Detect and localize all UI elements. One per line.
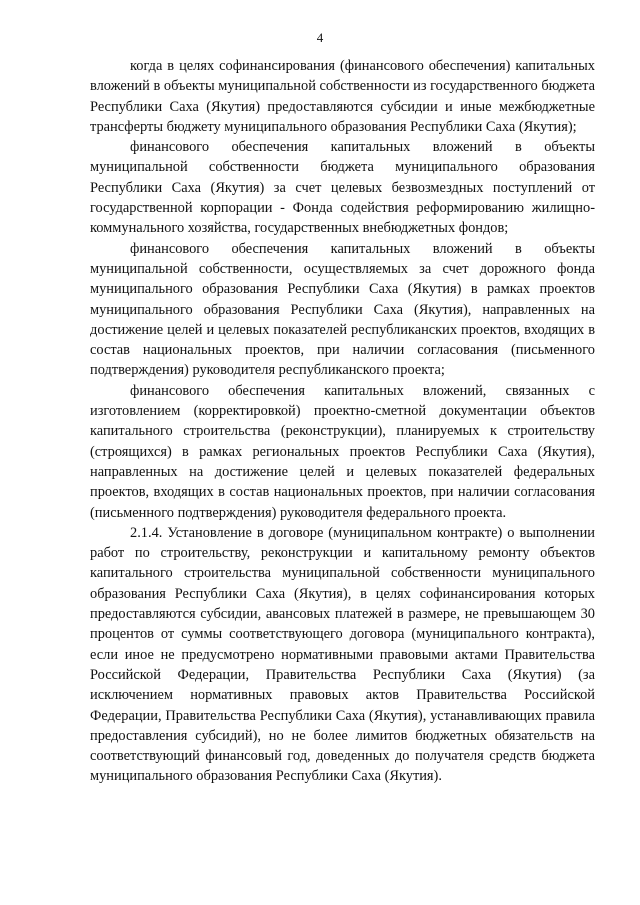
paragraph-design-documentation: финансового обеспечения капитальных вложений, связанных с изготовлением (корректировкой) проектно-сметной документации объектов капитального строительства (реконструкции), планируемых к строительству (строящихся) в рамках региональных проектов Республики Саха (Якутия), направленных на достижение целей и целевых показателей федеральных проектов, входящих в состав национальных проектов, при наличии согласования (письменного подтверждения) руководителя федерального проекта. bbox=[90, 382, 595, 521]
paragraph-housing-fund: финансового обеспечения капитальных вложений в объекты муниципальной собственности бюджета муниципального образования Республики Саха (Якутия) за счет целевых безвозмездных поступлений от государственной корпорации - Фонда содействия реформированию жилищно-коммунального хозяйства, государственных внебюджетных фондов; bbox=[90, 139, 595, 237]
page-number: 4 bbox=[316, 30, 324, 45]
paragraph-clause-2-1-4: 2.1.4. Установление в договоре (муниципальном контракте) о выполнении работ по строительству, реконструкции и капитальному ремонту объектов капитального строительства муниципальной собственности муниципального образования Республики Саха (Якутия), в целях софинансирования которых предоставляются субсидии, авансовых платежей в размере, не превышающем 30 процентов от суммы соответствующего договора (муниципального контракта), если иное не предусмотрено нормативными правовыми актами Правительства Российской Федерации, Правительства Республики Саха (Якутия) (за исключением нормативных правовых актов Правительства Российской Федерации, Правительства Республики Саха (Якутия), устанавливающих правила предоставления субсидий), но не более лимитов бюджетных обязательств на соответствующий финансовый год, доведенных до получателя средств бюджета муниципального образования Республики Саха (Якутия). bbox=[90, 524, 595, 785]
paragraph-road-fund: финансового обеспечения капитальных вложений в объекты муниципальной собственности, осуществляемых за счет дорожного фонда муниципального образования Республики Саха (Якутия) в рамках проектов муниципального образования Республики Саха (Якутия), направленных на достижение целей и целевых показателей республиканских проектов, входящих в состав национальных проектов, при наличии согласования (письменного подтверждения) руководителя республиканского проекта; bbox=[90, 240, 595, 379]
document-body bbox=[90, 56, 595, 787]
paragraph-cofinancing-subsidies: когда в целях софинансирования (финансового обеспечения) капитальных вложений в объекты муниципальной собственности из государственного бюджета Республики Саха (Якутия) предоставляются субсидии и иные межбюджетные трансферты бюджету муниципального образования Республики Саха (Якутия); bbox=[90, 58, 595, 135]
